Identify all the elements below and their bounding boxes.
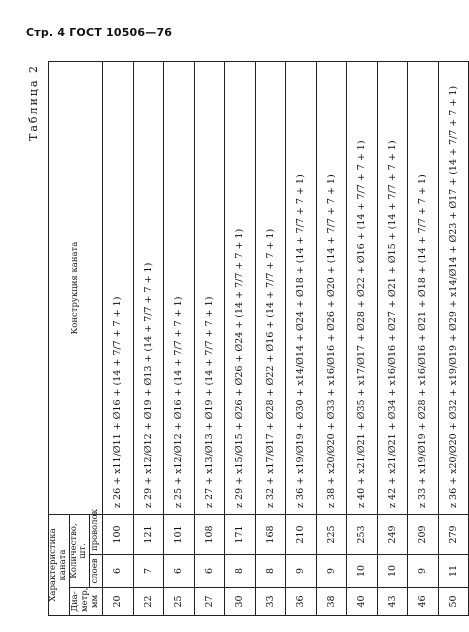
- rotated-table-block: [24, 56, 459, 616]
- construction-cell: z 33 + x19/Ø19 + Ø28 + x16/Ø16 + Ø21 + Ø18 + (14 + 7/7 + 7 + 1): [408, 61, 439, 514]
- wires-cell: 279: [438, 514, 469, 554]
- group-header: Характеристика каната: [49, 514, 70, 615]
- diameter-cell: 50: [438, 588, 469, 616]
- diameter-cell: 25: [164, 588, 195, 616]
- wires-cell: 100: [103, 514, 134, 554]
- quantity-header: Количество, шт.: [69, 514, 90, 587]
- wires-cell: 171: [225, 514, 256, 554]
- diameter-cell: 30: [225, 588, 256, 616]
- diameter-cell: 46: [408, 588, 439, 616]
- diameter-cell: 20: [103, 588, 134, 616]
- construction-cell: z 27 + x13/Ø13 + Ø19 + (14 + 7/7 + 7 + 1): [194, 61, 225, 514]
- table-row: [377, 61, 408, 615]
- table-row: [286, 61, 317, 615]
- diameter-cell: 40: [347, 588, 378, 616]
- construction-cell: z 38 + x20/Ø20 + Ø33 + x16/Ø16 + Ø26 + Ø20 + (14 + 7/7 + 7 + 1): [316, 61, 347, 514]
- construction-header: Конструкция каната: [49, 61, 103, 514]
- table-row: [316, 61, 347, 615]
- table-row: [438, 61, 469, 615]
- table-row: [194, 61, 225, 615]
- wires-cell: 101: [164, 514, 195, 554]
- construction-cell: z 36 + x20/Ø20 + Ø32 + x19/Ø19 + Ø29 + x14/Ø14 + Ø23 + Ø17 + (14 + 7/7 + 7 + 1): [438, 61, 469, 514]
- construction-cell: z 32 + x17/Ø17 + Ø28 + Ø22 + Ø16 + (14 + 7/7 + 7 + 1): [255, 61, 286, 514]
- strands-cell: 8: [255, 555, 286, 588]
- diameter-header: Диа- метр, мм: [69, 588, 103, 616]
- strands-header: слоев: [90, 555, 103, 588]
- table-row: [225, 61, 256, 615]
- table-row: [133, 61, 164, 615]
- strands-cell: 6: [194, 555, 225, 588]
- strands-cell: 8: [225, 555, 256, 588]
- diameter-cell: 38: [316, 588, 347, 616]
- wires-cell: 249: [377, 514, 408, 554]
- diameter-cell: 27: [194, 588, 225, 616]
- table-title: Таблица 2: [27, 64, 40, 141]
- wires-cell: 210: [286, 514, 317, 554]
- rope-construction-table: [48, 61, 469, 616]
- wires-cell: 121: [133, 514, 164, 554]
- strands-cell: 9: [408, 555, 439, 588]
- wires-cell: 209: [408, 514, 439, 554]
- wires-header: проволок: [90, 514, 103, 554]
- construction-cell: z 36 + x19/Ø19 + Ø30 + x14/Ø14 + Ø24 + Ø18 + (14 + 7/7 + 7 + 1): [286, 61, 317, 514]
- wires-cell: 108: [194, 514, 225, 554]
- table-row: [103, 61, 134, 615]
- strands-cell: 9: [316, 555, 347, 588]
- table-row: [408, 61, 439, 615]
- strands-cell: 9: [286, 555, 317, 588]
- wires-cell: 253: [347, 514, 378, 554]
- diameter-cell: 22: [133, 588, 164, 616]
- wires-cell: 168: [255, 514, 286, 554]
- table-row: [255, 61, 286, 615]
- diameter-cell: 36: [286, 588, 317, 616]
- table-row: [164, 61, 195, 615]
- page-header: Стр. 4 ГОСТ 10506—76: [26, 26, 173, 39]
- construction-cell: z 40 + x21/Ø21 + Ø35 + x17/Ø17 + Ø28 + Ø22 + Ø16 + (14 + 7/7 + 7 + 1): [347, 61, 378, 514]
- construction-cell: z 29 + x12/Ø12 + Ø19 + Ø13 + (14 + 7/7 + 7 + 1): [133, 61, 164, 514]
- table-row: [347, 61, 378, 615]
- construction-cell: z 26 + x11/Ø11 + Ø16 + (14 + 7/7 + 7 + 1): [103, 61, 134, 514]
- strands-cell: 10: [347, 555, 378, 588]
- construction-cell: z 25 + x12/Ø12 + Ø16 + (14 + 7/7 + 7 + 1): [164, 61, 195, 514]
- strands-cell: 7: [133, 555, 164, 588]
- strands-cell: 6: [103, 555, 134, 588]
- construction-cell: z 29 + x15/Ø15 + Ø26 + Ø26 + Ø24 + (14 + 7/7 + 7 + 1): [225, 61, 256, 514]
- diameter-cell: 33: [255, 588, 286, 616]
- diameter-cell: 43: [377, 588, 408, 616]
- wires-cell: 225: [316, 514, 347, 554]
- strands-cell: 11: [438, 555, 469, 588]
- strands-cell: 10: [377, 555, 408, 588]
- construction-cell: z 42 + x21/Ø21 + Ø34 + x16/Ø16 + Ø27 + Ø21 + Ø15 + (14 + 7/7 + 7 + 1): [377, 61, 408, 514]
- strands-cell: 6: [164, 555, 195, 588]
